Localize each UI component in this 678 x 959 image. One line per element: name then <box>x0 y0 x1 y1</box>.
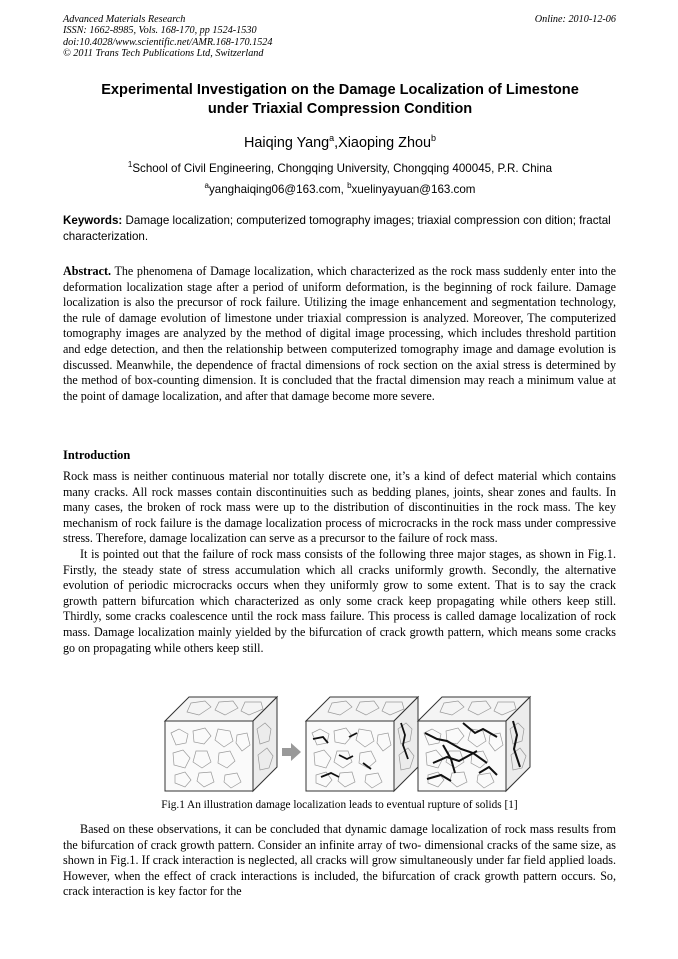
figure-1-caption: Fig.1 An illustration damage localization leads to eventual rupture of solids [1] <box>161 799 518 811</box>
keywords-label: Keywords: <box>63 214 123 227</box>
author-2-mark: b <box>430 133 436 143</box>
email-a: yanghaiqing06@163.com, <box>208 182 348 196</box>
author-2: Xiaoping Zhou <box>338 134 431 151</box>
journal-doi: doi:10.4028/www.scientific.net/AMR.168-170.1524 <box>63 36 273 48</box>
keywords-text: Damage localization; computerized tomography images; triaxial compression con dition; fractal characterization. <box>63 214 611 243</box>
email-b: xuelinyayuan@163.com <box>351 182 476 196</box>
introduction-body <box>63 469 616 656</box>
journal-issn: ISSN: 1662-8985, Vols. 168-170, pp 1524-1530 <box>63 25 257 37</box>
cube-stage-1 <box>165 697 277 791</box>
section-heading-introduction: Introduction <box>63 448 131 462</box>
abstract-text: The phenomena of Damage localization, which characterized as the rock mass suddenly enter into the deformation localization stage after a period of uniform deformation, is the beginning of rock failure. Damage localization is also the precursor of rock failure. Utilizing the image enhancement and segmentation technology, the rule of damage evolution of limestone under triaxial compression is analyzed. Moreover, The computerized tomography images are analyzed by the method of digital image processing, which includes threshold partition and edge detection, and then the relationship between computerized tomography image and damage evolution is discussed. Meanwhile, the dependence of fractal dimensions of rock section on the axial stress is determined by the method of box-counting dimension. It is concluded that the fractal dimension may reach a minimum value at the point of damage localization, and after that damage become more severe. <box>63 264 616 403</box>
cube-stage-3 <box>418 697 530 791</box>
author-1: Haiqing Yang <box>244 134 330 151</box>
email-b-mark: b <box>347 181 352 190</box>
title-line-1: Experimental Investigation on the Damage Localization of Limestone <box>101 82 579 98</box>
intro-paragraph-3: Based on these observations, it can be concluded that dynamic damage localization of rock mass results from the bifurcation of crack growth pattern. Consider an infinite array of two- dimensional cracks of the same size, as shown in Fig.1. If crack interaction is neglected, all cracks will grow simultaneously under far field applied loads. However, when the effect of crack interactions is included, the bifurcation of crack growth pattern occurs. So, crack interaction is key factor for the <box>63 822 616 899</box>
arrow-1 <box>282 743 301 761</box>
intro-paragraph-1: Rock mass is neither continuous material nor totally discrete one, it’s a kind of defect material which contains many cracks. All rock masses contain discontinuities such as bedding planes, joints, shear zones and faults. In many cases, the broken of rock mass were up to the distribution of discontinuities in the rock mass. The key mechanism of rock failure is the damage localization process of microcracks in the rock mass under compressive stress. Therefore, damage localization can serve as a precursor to the failure of rock mass. <box>63 469 616 546</box>
figure-1-illustration <box>163 693 533 795</box>
author-separator: , <box>334 134 339 151</box>
paper-title <box>40 81 640 118</box>
title-line-2: under Triaxial Compression Condition <box>207 100 473 117</box>
affiliation <box>40 157 640 176</box>
journal-name: Advanced Materials Research <box>63 14 186 25</box>
online-date: Online: 2010-12-06 <box>534 14 616 25</box>
journal-header <box>63 14 272 60</box>
journal-copyright: © 2011 Trans Tech Publications Ltd, Switzerland <box>63 48 264 60</box>
author-emails <box>40 178 640 197</box>
cube-stage-2 <box>306 697 418 791</box>
keywords <box>63 213 616 245</box>
intro-paragraph-3-wrapper <box>63 822 616 900</box>
author-1-mark: a <box>329 133 335 143</box>
intro-paragraph-2: It is pointed out that the failure of rock mass consists of the following three major stages, as shown in Fig.1. Firstly, the steady state of stress accumulation which all cracks uniformly growth. Secondly, the alternative evolution of periodic microcracks occurs when they uniformly grow to some extent. That is to say the crack growth pattern bifurcation which characterized as only some crack keep propagating while others keep still. Thirdly, some cracks coalescence until the rock mass failure. This process is called damage localization of rock mass. Damage localization mainly yielded by the bifurcation of crack growth pattern, which means some cracks go on propagating while others keep still. <box>63 546 616 655</box>
email-a-mark: a <box>204 181 209 190</box>
affiliation-text: School of Civil Engineering, Chongqing University, Chongqing 400045, P.R. China <box>132 161 553 175</box>
affiliation-mark: 1 <box>127 160 133 169</box>
author-list <box>40 129 640 152</box>
abstract-label: Abstract. <box>63 264 112 278</box>
abstract <box>63 264 616 404</box>
